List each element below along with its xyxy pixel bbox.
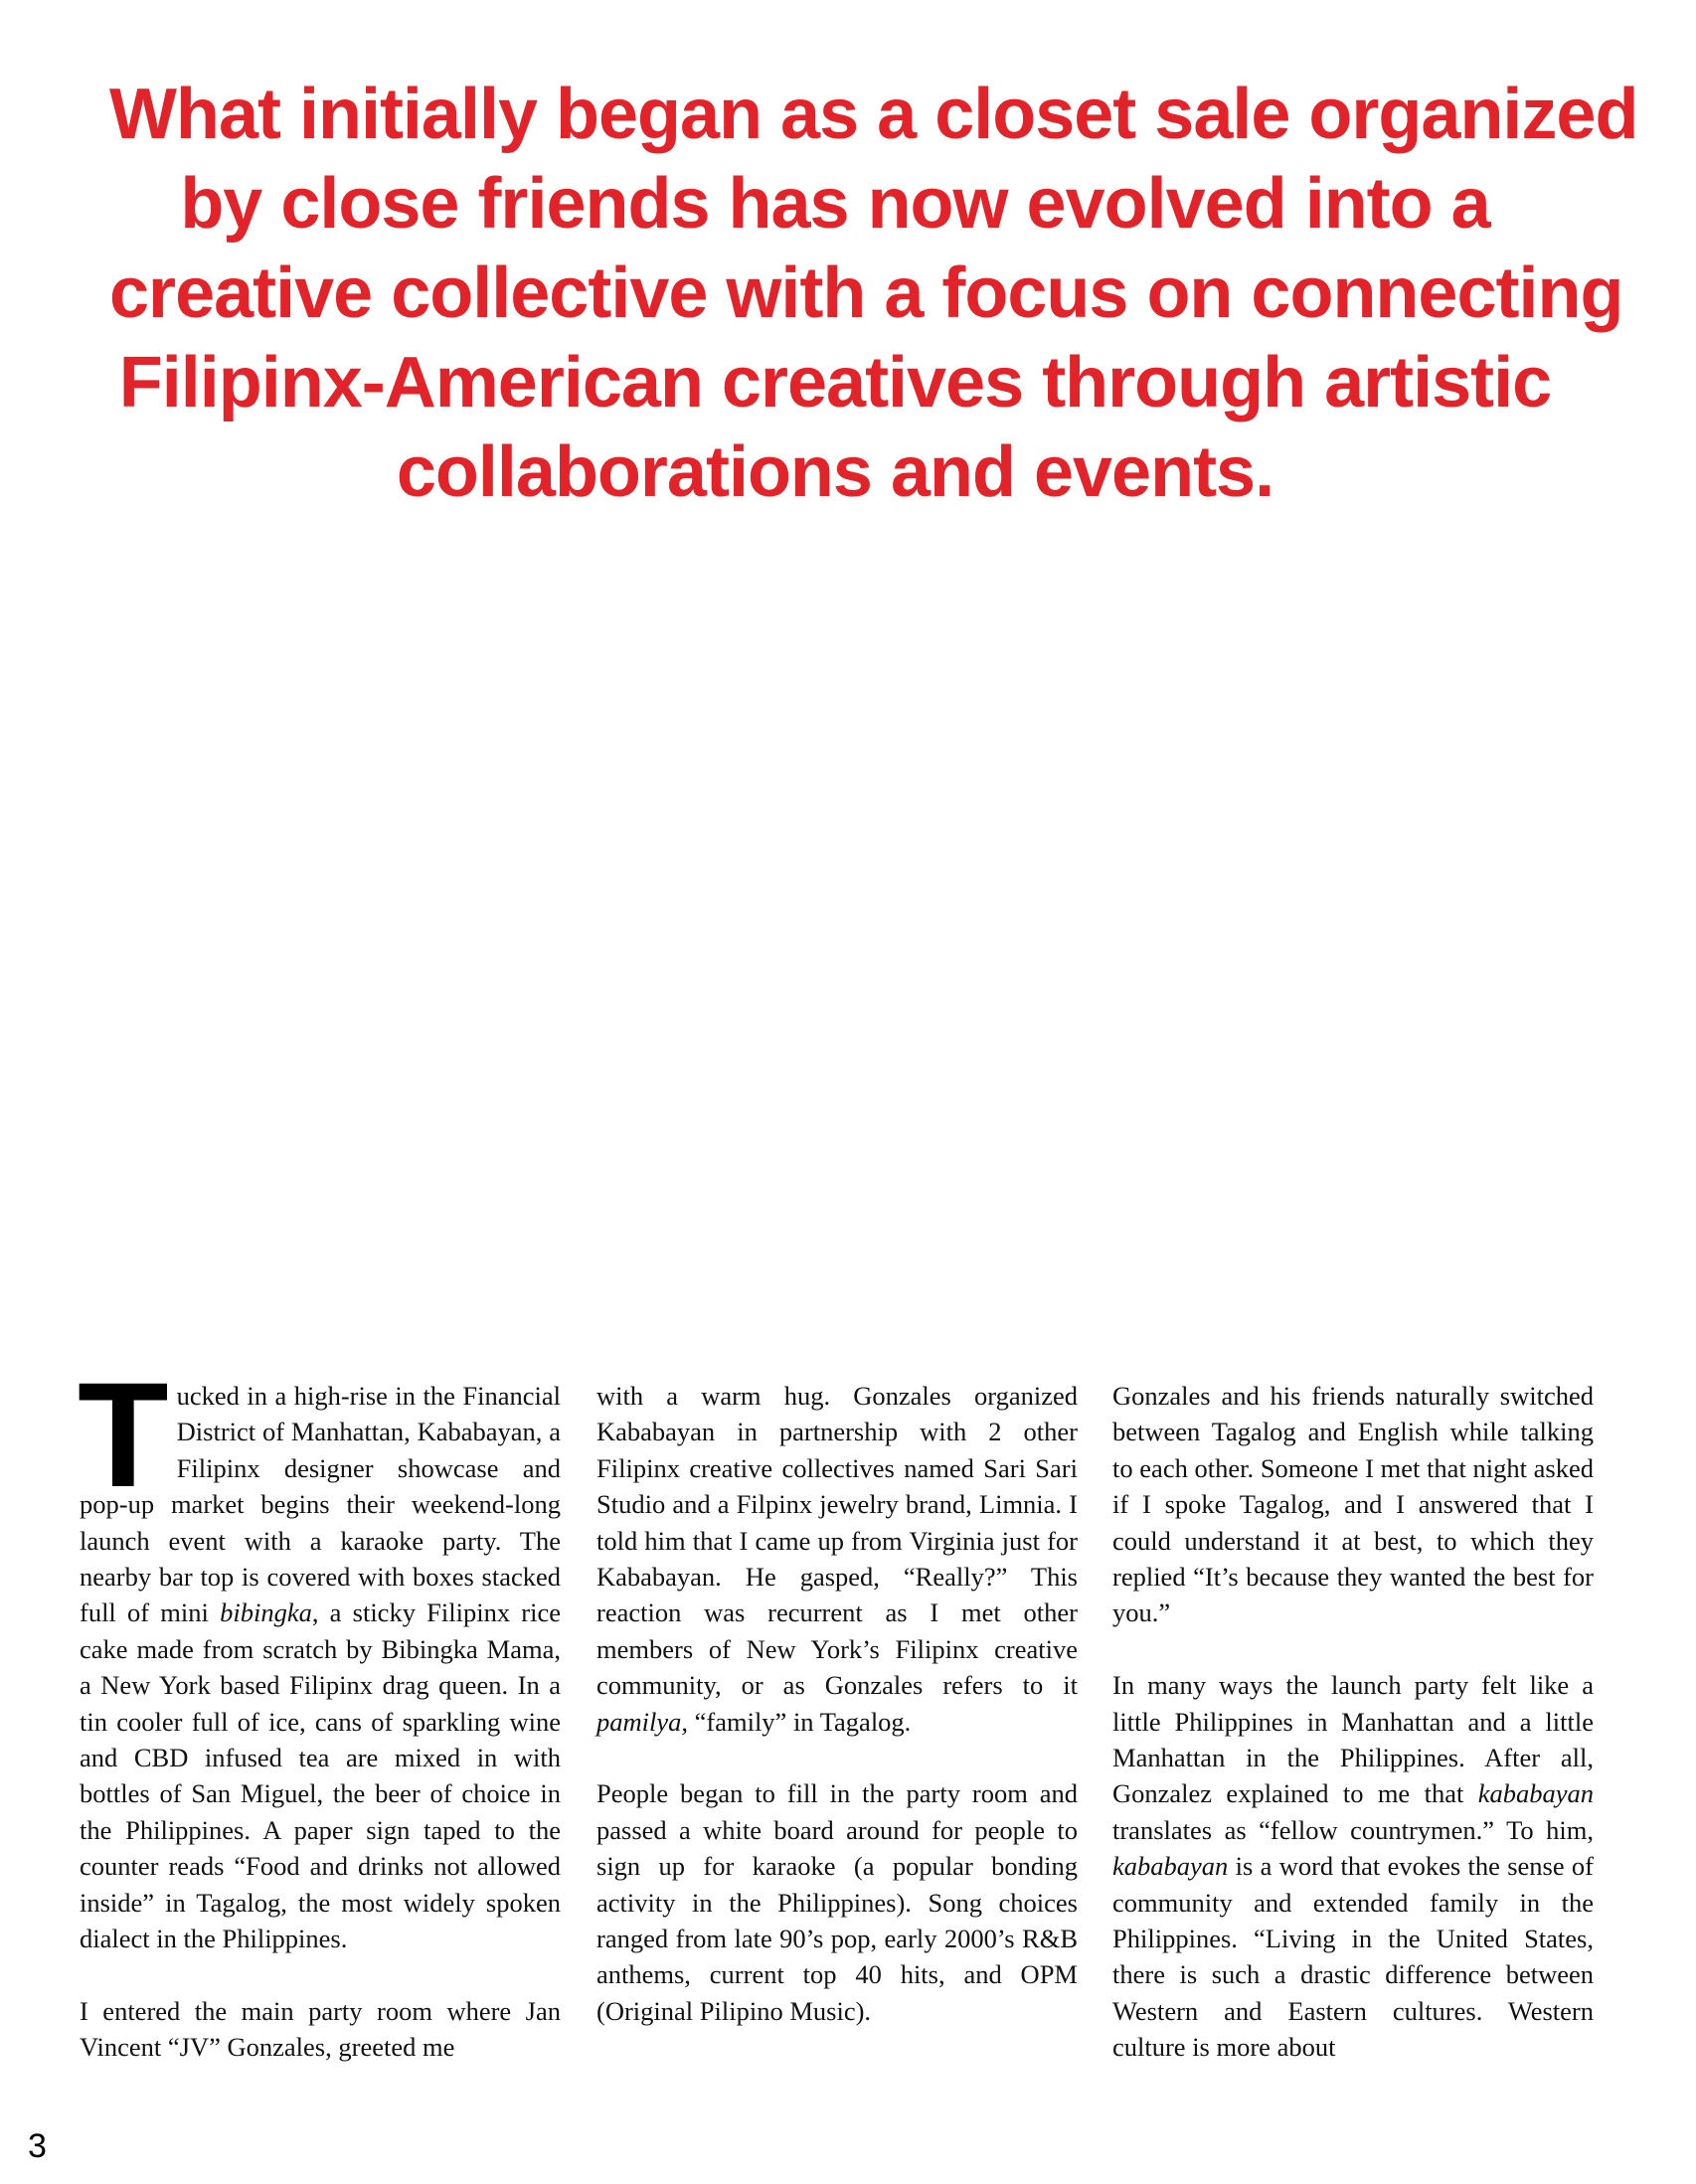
- article-text: , a sticky Filipinx rice cake made from scratch by Bibingka Mama, a New York based Filipinx drag queen. In a tin cooler full of ice, cans of sparkling wine and CBD infused tea are mixed in with bottles of San Miguel, the beer of choice in the Philippines. A paper sign taped to the counter reads “Food and drinks not allowed inside” in Tagalog, the most widely spoken dialect in the Philippines.: [80, 1597, 562, 1954]
- article-paragraph: [1112, 1667, 1594, 2065]
- article-paragraph: [596, 1378, 1078, 1740]
- article-text: ucked in a high-rise in the Financial District of Manhattan, Kababayan, a Filipinx designer showcase and pop-up market begins their weekend-long launch event with a karaoke party. The nearby bar top is covered with boxes stacked full of mini: [80, 1381, 561, 1628]
- article-italic-text: kababayan: [1477, 1778, 1594, 1809]
- article-text: is a word that evokes the sense of community and extended family in the Philippines. “Living in the United States, there is such a drastic difference between Western and Eastern cultures. Western culture is more about: [1112, 1851, 1594, 2063]
- article-italic-text: bibingka: [220, 1597, 312, 1628]
- article-column-2: [596, 1378, 1078, 2029]
- article-text: In many ways the launch party felt like a little Philippines in Manhattan and a little Manhattan in the Philippines. After all, Gonzalez explained to me that: [1112, 1670, 1594, 1809]
- article-text: “family” in Tagalog.: [688, 1706, 912, 1737]
- pull-quote-line: collaborations and events.: [396, 432, 1274, 512]
- drop-cap: T: [78, 1351, 169, 1518]
- article-column-1: [78, 1351, 562, 2066]
- pull-quote-line: by close friends has now evolved into a: [180, 164, 1490, 244]
- article-column-3: [1112, 1378, 1594, 2066]
- pull-quote-line: Filipinx-American creatives through artistic: [118, 343, 1552, 422]
- article-paragraph: Gonzales and his friends naturally switched between Tagalog and English while talking to each other. Someone I met that night asked if I spoke Tagalog, and I answered that I could understand it at best, to which they replied “It’s because they wanted the best for you.”: [1112, 1381, 1594, 1628]
- pull-quote: [109, 70, 1638, 517]
- page-number: 3: [28, 2127, 47, 2165]
- article-paragraph: People began to fill in the party room and passed a white board around for people to sign up for karaoke (a popular bonding activity in the Philippines). Song choices ranged from late 90’s pop, early 2000’s R&B anthems, current top 40 hits, and OPM (Original Pilipino Music).: [596, 1778, 1078, 2026]
- article-paragraph: [78, 1351, 562, 1957]
- article-paragraph: I entered the main party room where Jan Vincent “JV” Gonzales, greeted me: [80, 1995, 561, 2063]
- pull-quote-line: creative collective with a focus on connecting: [109, 253, 1623, 333]
- article-italic-text: pamilya,: [596, 1706, 688, 1737]
- article-text: translates as “fellow countrymen.” To him,: [1112, 1814, 1594, 1845]
- article-text: with a warm hug. Gonzales organized Kababayan in partnership with 2 other Filipinx creative collectives named Sari Sari Studio and a Filpinx jewelry brand, Limnia. I told him that I came up from Virginia just for Kababayan. He gasped, “Really?” This reaction was recurrent as I met other members of New York’s Filipinx creative community, or as Gonzales refers to it: [596, 1381, 1078, 1701]
- article-italic-text: kababayan: [1112, 1851, 1229, 1882]
- pull-quote-line: What initially began as a closet sale organized: [109, 75, 1638, 154]
